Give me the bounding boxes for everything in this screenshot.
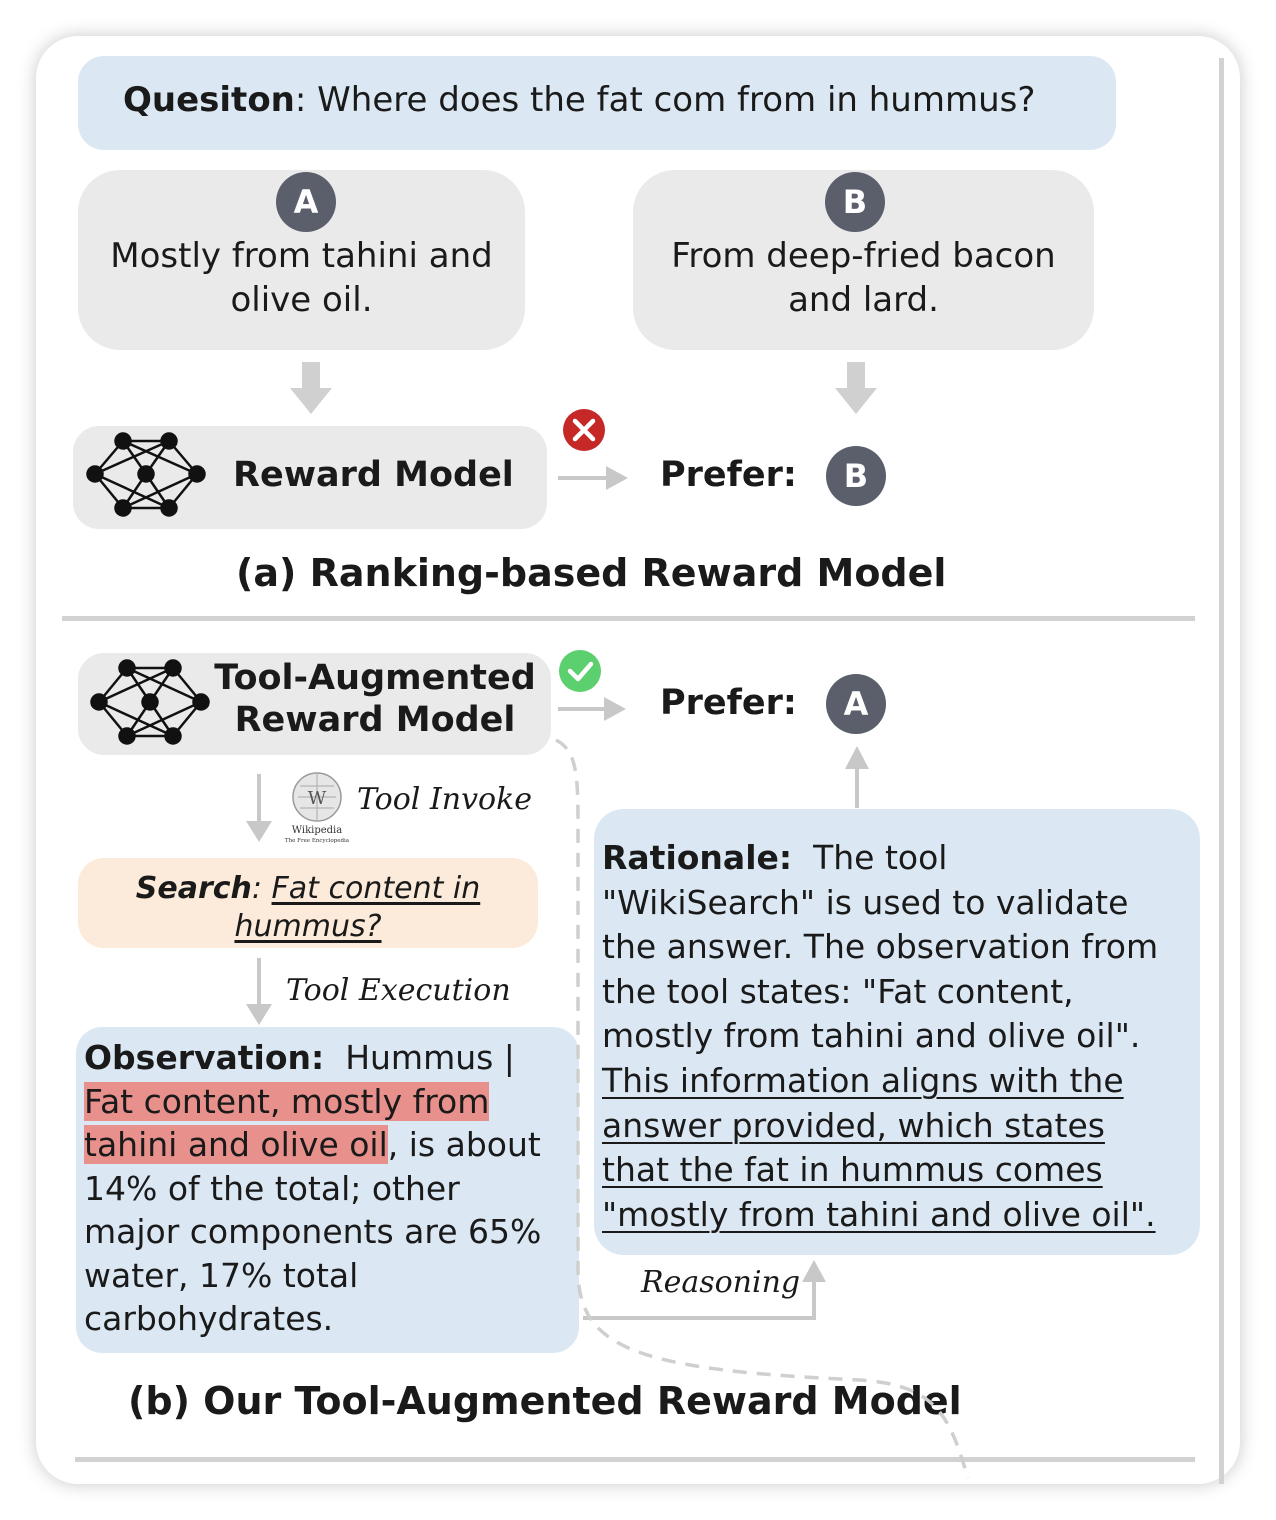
- observation-label: Observation:: [84, 1038, 325, 1077]
- arrow-rationale-to-prefer: [845, 746, 869, 808]
- observation-line5: water, 17% total: [84, 1255, 359, 1295]
- prefer-badge-a: B: [826, 446, 886, 506]
- neural-network-icon-b: [92, 661, 209, 744]
- tool-execution-label: Tool Execution: [286, 973, 511, 1008]
- tool-invoke-arrow: [246, 774, 272, 842]
- rationale-line9: "mostly from tahini and olive oil".: [602, 1194, 1156, 1234]
- observation-line6: carbohydrates.: [84, 1299, 334, 1338]
- reasoning-arrow: [583, 1260, 826, 1318]
- observation-line4: major components are 65%: [84, 1212, 542, 1251]
- tool-augmented-model-line1: Tool-Augmented: [214, 658, 536, 698]
- search-label: Search: [135, 871, 252, 906]
- tool-invoke-label: Tool Invoke: [357, 782, 533, 817]
- question-text: Where does the fat com from in hummus?: [317, 80, 1036, 120]
- observation-lead: Hummus |: [345, 1038, 515, 1077]
- rationale-label: Rationale:: [602, 838, 793, 877]
- rationale-line7: answer provided, which states: [602, 1105, 1105, 1145]
- rationale-line5: mostly from tahini and olive oil".: [602, 1016, 1141, 1056]
- dashed-flow-curve: [556, 740, 968, 1478]
- tool-augmented-model-line2: Reward Model: [234, 700, 516, 740]
- arrow-to-prefer-a: [558, 466, 628, 490]
- observation-rest-line2: , is about: [387, 1125, 541, 1164]
- search-separator: :: [251, 871, 262, 906]
- answer-a-badge: A: [276, 172, 336, 232]
- observation-line3: 14% of the total; other: [84, 1168, 460, 1208]
- search-query-line2: hummus?: [234, 909, 382, 944]
- question-label: Quesiton: [123, 80, 295, 120]
- observation-highlight-line1: Fat content, mostly from: [84, 1081, 490, 1121]
- x-circle-icon: [563, 409, 605, 451]
- down-block-arrow-b: [835, 362, 877, 414]
- wikipedia-logo-text: Wikipedia: [291, 825, 343, 836]
- panel-b-title: (b) Our Tool-Augmented Reward Model: [128, 1379, 962, 1423]
- question-separator: :: [294, 80, 307, 120]
- rationale-line2: "WikiSearch" is used to validate: [602, 882, 1129, 922]
- answer-a-line1: Mostly from tahini and: [110, 236, 493, 276]
- tool-execution-arrow: [246, 958, 272, 1025]
- rationale-line6: This information aligns with the: [602, 1060, 1124, 1100]
- search-query-line1: Fat content in: [271, 871, 481, 906]
- svg-text:W: W: [307, 788, 327, 809]
- prefer-label-b: Prefer:: [660, 683, 797, 723]
- check-circle-icon: [559, 650, 601, 692]
- down-block-arrow-a: [290, 362, 332, 414]
- prefer-badge-b: A: [826, 674, 886, 734]
- answer-a-line2: olive oil.: [230, 280, 373, 320]
- reasoning-label: Reasoning: [641, 1265, 801, 1300]
- rationale-line8: that the fat in hummus comes: [602, 1150, 1103, 1190]
- arrow-to-prefer-b: [558, 697, 626, 721]
- reward-model-label: Reward Model: [233, 455, 514, 495]
- rationale-line1: The tool: [813, 838, 948, 877]
- answer-b-badge: B: [825, 172, 885, 232]
- prefer-label-a: Prefer:: [660, 455, 797, 495]
- panel-a-title: (a) Ranking-based Reward Model: [236, 551, 947, 595]
- answer-b-line1: From deep-fried bacon: [671, 236, 1056, 276]
- observation-highlight-line2: tahini and olive oil: [84, 1125, 388, 1164]
- answer-b-line2: and lard.: [788, 280, 939, 320]
- wikipedia-logo-icon: [285, 773, 350, 844]
- rationale-line3: the answer. The observation from: [602, 927, 1159, 967]
- neural-network-icon-a: [88, 434, 205, 516]
- rationale-line4: the tool states: "Fat content,: [602, 971, 1074, 1011]
- wikipedia-logo-tagline: The Free Encyclopedia: [284, 838, 350, 844]
